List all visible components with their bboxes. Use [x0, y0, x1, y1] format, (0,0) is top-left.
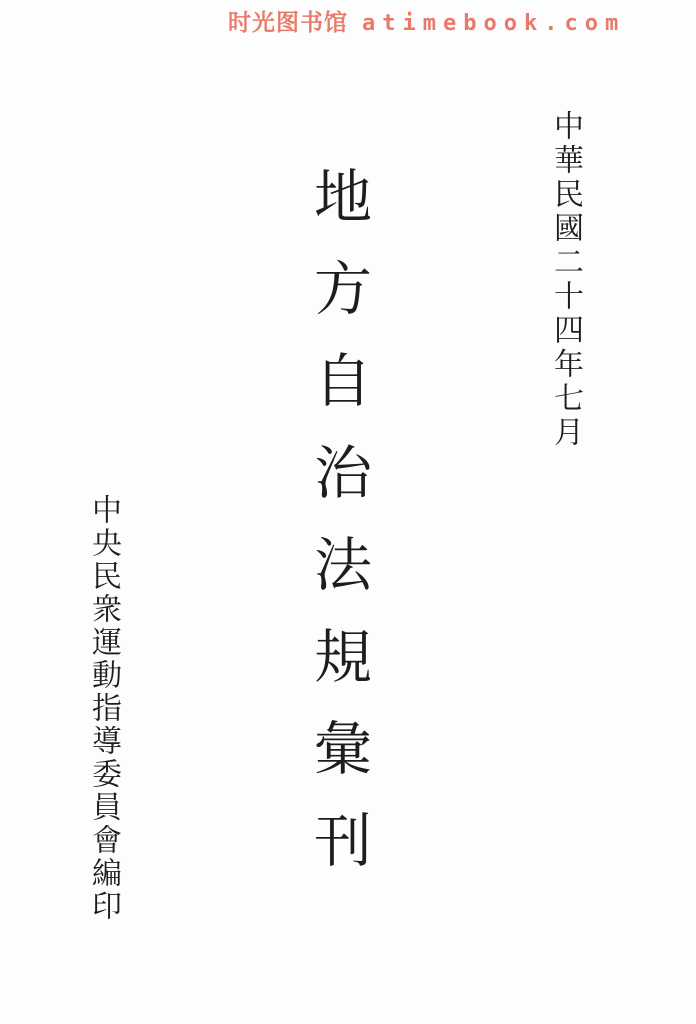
book-title: 地方自治法規彙刊 — [305, 166, 370, 902]
publisher-column: 中央民衆運動指導委員會編印 — [87, 494, 120, 923]
watermark — [228, 4, 625, 37]
publication-date-column: 中華民國二十四年七月 — [549, 110, 582, 450]
watermark-site-url: atimebook.com — [362, 11, 626, 36]
watermark-site-name: 时光图书馆 — [228, 10, 348, 36]
